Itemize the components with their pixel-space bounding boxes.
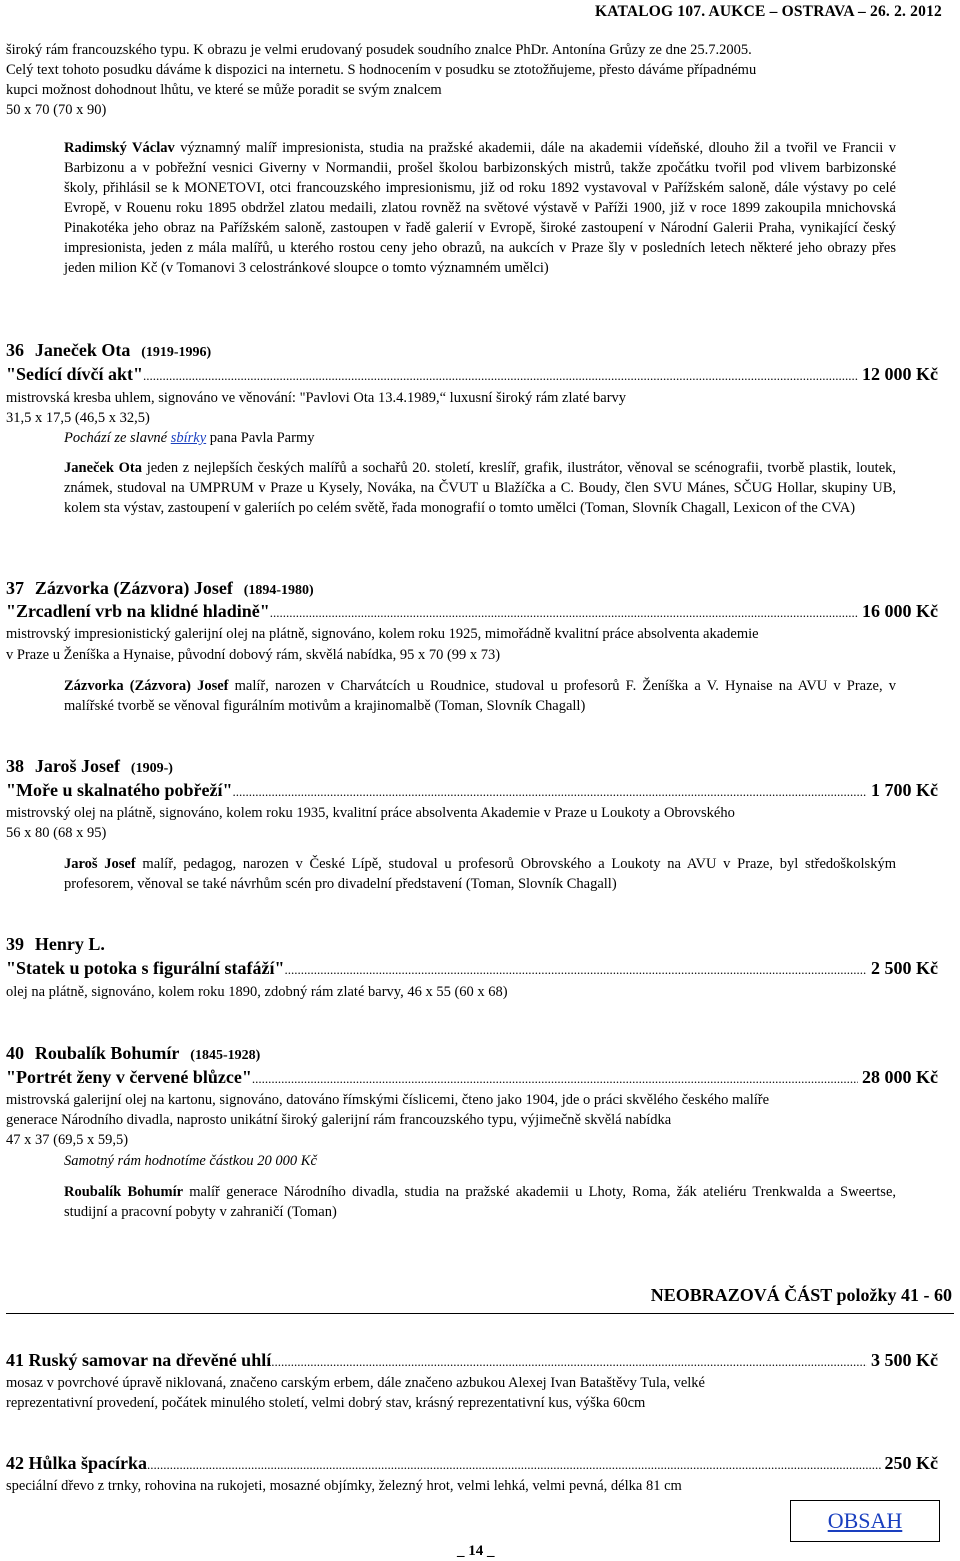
intro-line-1: široký rám francouzského typu. K obrazu je velmi erudovaný posudek soudního znalce PhDr. Antonína Grůzy ze dne 25.7.2005. xyxy=(6,42,752,58)
lot-37-title-row xyxy=(6,601,938,625)
bio-text: malíř generace Národního divadla, studia na pražské akademii u Lhoty, Roma, žák ateliéru Trenkwalda a Sweertse, studijní a pracovní pobyty v zahraničí (Toman) xyxy=(64,1184,896,1220)
lot-author: Henry L. xyxy=(34,934,105,954)
lot-price: 3 500 Kč xyxy=(871,1350,938,1370)
lot-39-title-row xyxy=(6,958,938,982)
provenance-pre: Pochází ze slavné xyxy=(64,430,171,446)
artist-bio-roubalik xyxy=(64,1182,896,1222)
lot-price: 250 Kč xyxy=(884,1453,938,1473)
lot-desc: speciální dřevo z trnky, rohovina na rukojeti, mosazné objímky, železný hrot, velmi lehká, velmi pevná, délka 81 cm xyxy=(6,1478,682,1494)
bio-name: Radimský Václav xyxy=(64,140,175,156)
bio-name: Roubalík Bohumír xyxy=(64,1184,184,1200)
lot-provenance xyxy=(64,428,314,448)
lot-36-title-row xyxy=(6,364,938,388)
lot-price: 2 500 Kč xyxy=(871,958,938,978)
section-title: NEOBRAZOVÁ ČÁST položky 41 - 60 xyxy=(650,1285,952,1305)
lot-title: 42 Hůlka špacírka xyxy=(6,1453,148,1473)
lot-author: Zázvorka (Zázvora) Josef xyxy=(34,578,233,598)
intro-line-2: Celý text tohoto posudku dáváme k dispozici na internetu. S hodnocením v posudku se ztotožňujeme, přesto dáváme případnému xyxy=(6,62,757,78)
lot-desc-2: reprezentativní provedení, počátek minulého století, velmi dobrý stav, krásný reprezentativní kus, výška 60cm xyxy=(6,1395,646,1411)
bio-name: Janeček Ota xyxy=(64,460,142,476)
lot-dimensions: 31,5 x 17,5 (46,5 x 32,5) xyxy=(6,410,150,426)
lot-years: (1845-1928) xyxy=(190,1048,261,1063)
leader-dots xyxy=(252,1069,858,1089)
lot-number: 38 xyxy=(6,756,24,776)
bio-text: malíř, narozen v Charvátcích u Roudnice, studoval u profesorů F. Ženíška a V. Hynaise na AVU v Praze, v malířské tvorbě se věnoval figurálním motivům a krajinomalbě (Toman, Slovník Chagall) xyxy=(64,678,896,714)
lot-number: 39 xyxy=(6,934,24,954)
lot-title: "Zrcadlení vrb na klidné hladině" xyxy=(6,601,270,621)
lot-price: 12 000 Kč xyxy=(862,364,938,384)
lot-title: "Statek u potoka s figurální stafáží" xyxy=(6,958,285,978)
lot-author: Jaroš Josef xyxy=(34,756,121,776)
bio-text: významný malíř impresionista, studia na pražské akademii, dále na akademii vídeňské, dlouho žil a tvořil ve Francii v Barbizonu a v pobřežní vesnici Giverny v Normandii, prošel školou barbizonských mistrů, takže zpočátku tvořil pod vlivem barbizonské školy, přihlásil se k MONETOVI, otci francouzského impresionismu, již od roku 1892 vystavoval v Pařížském saloně, dále výstavy po celé Evropě, v Rouenu roku 1895 obdržel zlatou medaili, zlatou rovněž na světové výstavě v Paříži 1900, již v roce 1899 zakoupila mnichovská Pinakotéka jeho obraz na Pařížském saloně, zastoupen v řadě galerií v Evropě, široké zastoupení v Národní Galerii Praha, vynikající český impresionista, jeden z mála malířů, u kterého rostou ceny jeho obrazů, na aukcích v Praze šly v posledních letech některé jeho obrazy přes jeden milion Kč (v Tomanovi 3 celostránkové sloupce o tomto významném umělci) xyxy=(64,140,896,276)
artist-bio-zazvorka xyxy=(64,676,896,716)
catalog-header: KATALOG 107. AUKCE – OSTRAVA – 26. 2. 2012 xyxy=(594,3,942,20)
lot-price: 28 000 Kč xyxy=(862,1067,938,1087)
lot-title: "Sedící dívčí akt" xyxy=(6,364,143,384)
lot-number: 40 xyxy=(6,1043,24,1063)
provenance-post: pana Pavla Parmy xyxy=(206,430,315,446)
intro-size: 50 x 70 (70 x 90) xyxy=(6,102,107,118)
section-divider xyxy=(6,1313,954,1314)
lot-41-title-row xyxy=(6,1350,938,1374)
lot-desc: mosaz v povrchové úpravě niklovaná, značeno carským erbem, dále značeno azbukou Alexej Ivan Bataštěvy Tula, velké xyxy=(6,1375,705,1391)
lot-38-heading xyxy=(6,756,173,779)
lot-number: 36 xyxy=(6,340,24,360)
lot-dimensions: 47 x 37 (69,5 x 59,5) xyxy=(6,1132,129,1148)
bio-text: malíř, pedagog, narozen v České Lípě, studoval u profesorů Obrovského a Loukoty na AVU v Praze, byl středoškolským profesorem, věnoval se také návrhům scén pro divadelní představení (Toman, Slovník Chagall) xyxy=(64,856,896,892)
intro-line-3: kupci možnost dohodnout lhůtu, ve které se může poradit se svým znalcem xyxy=(6,82,442,98)
lot-number: 37 xyxy=(6,578,24,598)
lot-author: Janeček Ota xyxy=(34,340,131,360)
lot-desc: mistrovský olej na plátně, signováno, kolem roku 1935, kvalitní práce absolventa Akademie v Praze u Loukoty a Obrovského xyxy=(6,805,735,821)
lot-author: Roubalík Bohumír xyxy=(34,1043,180,1063)
leader-dots xyxy=(232,782,867,802)
lot-price: 1 700 Kč xyxy=(871,780,938,800)
collection-link[interactable]: sbírky xyxy=(170,430,207,446)
frame-value-note: Samotný rám hodnotíme částkou 20 000 Kč xyxy=(64,1153,317,1169)
lot-desc-2: v Praze u Ženíška a Hynaise, původní dobový rám, skvělá nabídka, 95 x 70 (99 x 73) xyxy=(6,647,501,663)
lot-years: (1909-) xyxy=(130,761,173,776)
lot-title: 41 Ruský samovar na dřevěné uhlí xyxy=(6,1350,272,1370)
lot-desc-2: generace Národního divadla, naprosto unikátní široký galerijní rám francouzského typu, výjimečně skvělá nabídka xyxy=(6,1112,672,1128)
lot-title: "Moře u skalnatého pobřeží" xyxy=(6,780,233,800)
leader-dots xyxy=(143,366,858,386)
lot-42-title-row xyxy=(6,1453,938,1477)
leader-dots xyxy=(147,1455,880,1475)
bio-text: jeden z nejlepších českých malířů a sochařů 20. století, kreslíř, grafik, ilustrátor, věnoval se scénografii, tvorbě plastik, loutek, známek, studoval na UMPRUM v Praze u Kysely, Nováka, na ČVUT u Blažíčka a C. Boudy, člen SVU Mánes, SČUG Hollar, skupiny UB, kolem sta výstav, zastoupení v galeriích po celém světě, řada monografií o tomto umělci (Toman, Slovník Chagall, Lexicon of the CVA) xyxy=(64,460,897,516)
lot-36-heading xyxy=(6,340,211,363)
lot-years: (1919-1996) xyxy=(141,345,212,360)
lot-desc: mistrovská galerijní olej na kartonu, signováno, datováno římskými číslicemi, čteno jako 1904, jde o práci skvělého českého malíře xyxy=(6,1092,770,1108)
bio-name: Zázvorka (Zázvora) Josef xyxy=(64,678,229,694)
artist-bio-radimsky xyxy=(64,138,896,278)
artist-bio-janecek xyxy=(64,458,896,518)
lot-title: "Portrét ženy v červené blůzce" xyxy=(6,1067,252,1087)
lot-38-title-row xyxy=(6,780,938,804)
lot-desc: mistrovská kresba uhlem, signováno ve věnování: "Pavlovi Ota 13.4.1989,“ luxusní široký rám zlaté barvy xyxy=(6,390,627,406)
contents-button[interactable]: OBSAH xyxy=(790,1500,940,1542)
lot-desc: olej na plátně, signováno, kolem roku 1890, zdobný rám zlaté barvy, 46 x 55 (60 x 68) xyxy=(6,984,508,1000)
lot-price: 16 000 Kč xyxy=(862,601,938,621)
lot-39-heading xyxy=(6,934,105,956)
lot-dimensions: 56 x 80 (68 x 95) xyxy=(6,825,107,841)
lot-40-title-row xyxy=(6,1067,938,1091)
lot-years: (1894-1980) xyxy=(243,583,314,598)
leader-dots xyxy=(271,1352,867,1372)
lot-40-heading xyxy=(6,1043,260,1066)
bio-name: Jaroš Josef xyxy=(64,856,136,872)
artist-bio-jaros xyxy=(64,854,896,894)
leader-dots xyxy=(285,960,867,980)
lot-desc: mistrovský impresionistický galerijní olej na plátně, signováno, kolem roku 1925, mimořádně kvalitní práce absolventa akademie xyxy=(6,626,759,642)
leader-dots xyxy=(270,603,858,623)
page-number: _ 14 _ xyxy=(457,1543,495,1559)
lot-37-heading xyxy=(6,578,314,601)
